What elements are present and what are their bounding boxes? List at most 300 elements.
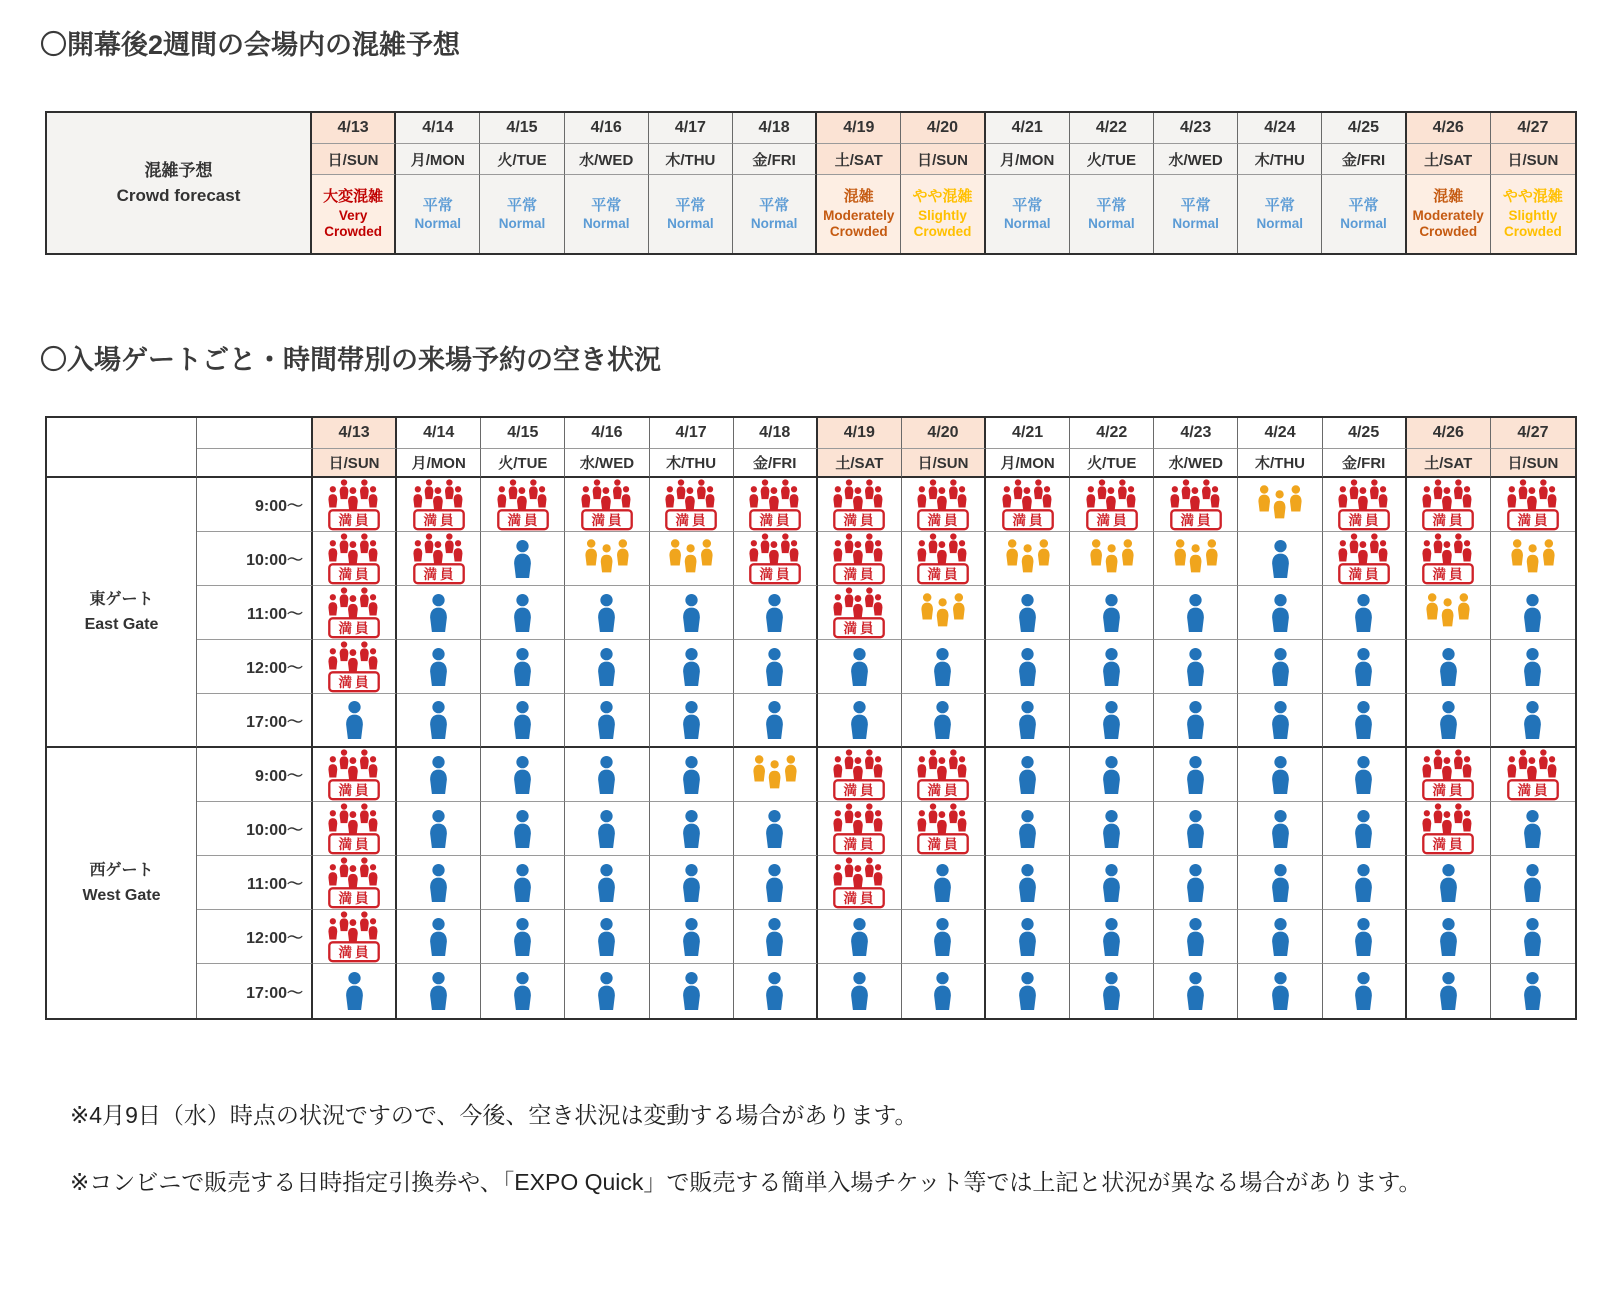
full-crowd-icon [323, 587, 385, 639]
available-person-icon [1182, 701, 1209, 739]
availability-cell [313, 964, 397, 1018]
forecast-cell [1407, 175, 1491, 253]
full-crowd-icon [323, 479, 385, 531]
forecast-cell [901, 175, 985, 253]
availability-cell [902, 640, 986, 694]
availability-cell [650, 586, 734, 640]
availability-cell [565, 532, 649, 586]
availability-cell [1238, 910, 1322, 964]
available-person-icon [1435, 648, 1462, 686]
forecast-cell [1491, 175, 1575, 253]
availability-cell [1154, 532, 1238, 586]
availability-cell [565, 802, 649, 856]
available-person-icon [678, 864, 705, 902]
date-header-cell: 4/27 [1491, 113, 1575, 144]
full-badge-text: 満員 [843, 782, 877, 798]
full-badge-text: 満員 [507, 512, 541, 528]
availability-cell [734, 640, 818, 694]
availability-cell [1238, 856, 1322, 910]
full-badge-text: 満員 [1012, 512, 1046, 528]
availability-cell [565, 478, 649, 532]
day-header-cell: 土/SAT [1407, 144, 1491, 175]
gate-name-en: West Gate [82, 887, 161, 905]
available-person-icon [1098, 972, 1125, 1010]
available-person-icon [1014, 756, 1041, 794]
forecast-level-en: Normal [667, 215, 714, 231]
availability-cell [1154, 856, 1238, 910]
available-person-icon [425, 918, 452, 956]
availability-cell [650, 964, 734, 1018]
forecast-level-ja: 平常 [1264, 196, 1295, 214]
available-person-icon [509, 864, 536, 902]
date-header-cell: 4/23 [1154, 418, 1238, 449]
availability-cell [481, 856, 565, 910]
availability-cell [565, 586, 649, 640]
full-crowd-icon [408, 479, 470, 531]
availability-cell [313, 910, 397, 964]
forecast-cell [312, 175, 396, 253]
full-badge-text: 満員 [338, 674, 372, 690]
availability-cell [734, 964, 818, 1018]
available-person-icon [1519, 648, 1546, 686]
availability-cell [1407, 802, 1491, 856]
available-person-icon [1182, 756, 1209, 794]
availability-cell [1491, 640, 1575, 694]
availability-cell [818, 478, 902, 532]
full-badge-text: 満員 [1180, 512, 1214, 528]
date-header-cell: 4/23 [1154, 113, 1238, 144]
availability-cell [986, 856, 1070, 910]
available-person-icon [509, 756, 536, 794]
forecast-level-ja: 平常 [759, 196, 790, 214]
available-person-icon [593, 864, 620, 902]
footnote-1: ※4月9日（水）時点の状況ですので、今後、空き状況は変動する場合があります。 [70, 1102, 918, 1129]
full-crowd-icon [1333, 479, 1395, 531]
gate-label-west [47, 748, 197, 1018]
availability-cell [1070, 748, 1154, 802]
few-slots-group-icon [1421, 592, 1475, 633]
availability-cell [818, 964, 902, 1018]
full-crowd-icon [323, 749, 385, 801]
time-label: 12:00～ [197, 910, 313, 964]
date-header-cell: 4/16 [565, 113, 649, 144]
date-header-cell: 4/17 [650, 418, 734, 449]
forecast-level-en: Slightly Crowded [1504, 207, 1562, 240]
availability-cell [1491, 856, 1575, 910]
full-badge-text: 満員 [1517, 782, 1551, 798]
availability-cell [1407, 910, 1491, 964]
available-person-icon [678, 701, 705, 739]
availability-cell [1238, 964, 1322, 1018]
available-person-icon [678, 594, 705, 632]
available-person-icon [509, 540, 536, 578]
few-slots-group-icon [664, 538, 718, 579]
date-header-cell: 4/15 [481, 418, 565, 449]
availability-cell [902, 856, 986, 910]
full-crowd-icon [744, 479, 806, 531]
date-header-cell: 4/24 [1238, 113, 1322, 144]
availability-cell [902, 964, 986, 1018]
date-header-cell: 4/14 [396, 113, 480, 144]
availability-cell [481, 640, 565, 694]
forecast-level-en: Very Crowded [324, 207, 382, 240]
full-crowd-icon [828, 587, 890, 639]
full-crowd-icon [323, 857, 385, 909]
available-person-icon [1435, 864, 1462, 902]
forecast-cell [1322, 175, 1406, 253]
availability-cell [481, 586, 565, 640]
available-person-icon [1267, 972, 1294, 1010]
available-person-icon [846, 972, 873, 1010]
availability-cell [1323, 748, 1407, 802]
forecast-level-en: Normal [1003, 215, 1051, 231]
crowd-forecast-row-label [47, 113, 312, 253]
time-label: 10:00～ [197, 802, 313, 856]
availability-cell [1323, 694, 1407, 748]
available-person-icon [846, 648, 873, 686]
available-person-icon [1350, 972, 1377, 1010]
date-header-cell: 4/18 [733, 113, 817, 144]
availability-cell [1238, 532, 1322, 586]
date-header-cell: 4/22 [1070, 418, 1154, 449]
available-person-icon [509, 594, 536, 632]
available-person-icon [425, 756, 452, 794]
forecast-level-ja: やや混雑 [1502, 188, 1563, 206]
available-person-icon [1014, 810, 1041, 848]
availability-cell [650, 478, 734, 532]
availability-cell [902, 802, 986, 856]
available-person-icon [929, 972, 956, 1010]
date-header-cell: 4/18 [734, 418, 818, 449]
availability-cell [481, 802, 565, 856]
available-person-icon [1267, 918, 1294, 956]
full-badge-text: 満員 [843, 566, 877, 582]
time-label: 10:00～ [197, 532, 313, 586]
availability-cell [650, 640, 734, 694]
day-header-cell: 火/TUE [480, 144, 564, 175]
day-header-cell: 木/THU [1238, 449, 1322, 478]
available-person-icon [1519, 918, 1546, 956]
forecast-cell [1154, 175, 1238, 253]
full-badge-text: 満員 [1432, 782, 1466, 798]
availability-cell [818, 910, 902, 964]
available-person-icon [761, 594, 788, 632]
forecast-level-ja: 平常 [675, 196, 706, 214]
available-person-icon [593, 701, 620, 739]
few-slots-group-icon [1001, 538, 1055, 579]
time-label: 11:00～ [197, 856, 313, 910]
day-header-cell: 火/TUE [1070, 144, 1154, 175]
available-person-icon [1350, 918, 1377, 956]
availability-cell [313, 532, 397, 586]
full-crowd-icon [997, 479, 1059, 531]
full-crowd-icon [912, 749, 974, 801]
available-person-icon [1098, 648, 1125, 686]
available-person-icon [593, 756, 620, 794]
availability-cell [986, 910, 1070, 964]
availability-cell [734, 802, 818, 856]
availability-cell [1323, 964, 1407, 1018]
day-header-cell: 日/SUN [1491, 144, 1575, 175]
date-header-cell: 4/19 [817, 113, 901, 144]
available-person-icon [761, 918, 788, 956]
date-header-cell: 4/16 [565, 418, 649, 449]
row-label-ja: 混雑予想 [144, 160, 213, 180]
available-person-icon [1519, 810, 1546, 848]
availability-cell [481, 748, 565, 802]
forecast-cell [1070, 175, 1154, 253]
available-person-icon [846, 918, 873, 956]
availability-cell [734, 910, 818, 964]
available-person-icon [425, 810, 452, 848]
availability-cell [1407, 964, 1491, 1018]
available-person-icon [761, 648, 788, 686]
available-person-icon [929, 701, 956, 739]
availability-cell [397, 964, 481, 1018]
availability-cell [1407, 640, 1491, 694]
forecast-level-en: Normal [582, 215, 630, 231]
full-badge-text: 満員 [843, 512, 877, 528]
forecast-level-ja: やや混雑 [912, 188, 973, 206]
full-badge-text: 満員 [338, 944, 372, 960]
availability-cell [565, 748, 649, 802]
available-person-icon [1435, 972, 1462, 1010]
availability-cell [650, 802, 734, 856]
available-person-icon [1350, 810, 1377, 848]
full-badge-text: 満員 [1432, 566, 1466, 582]
full-badge-text: 満員 [338, 512, 372, 528]
availability-cell [1491, 910, 1575, 964]
available-person-icon [761, 810, 788, 848]
available-person-icon [929, 918, 956, 956]
availability-cell [565, 856, 649, 910]
section2-title: 〇入場ゲートごと・時間帯別の来場予約の空き状況 [40, 345, 661, 376]
full-crowd-icon [1417, 479, 1479, 531]
available-person-icon [1435, 918, 1462, 956]
availability-cell [397, 748, 481, 802]
available-person-icon [509, 972, 536, 1010]
availability-cell [397, 586, 481, 640]
available-person-icon [1098, 864, 1125, 902]
time-label: 11:00～ [197, 586, 313, 640]
availability-cell [986, 532, 1070, 586]
full-crowd-icon [576, 479, 638, 531]
few-slots-group-icon [580, 538, 634, 579]
day-header-cell: 月/MON [397, 449, 481, 478]
available-person-icon [425, 864, 452, 902]
available-person-icon [1519, 594, 1546, 632]
section1-title: 〇開幕後2週間の会場内の混雑予想 [40, 30, 461, 60]
availability-cell [1491, 532, 1575, 586]
full-crowd-icon [323, 911, 385, 963]
forecast-level-ja: 混雑 [1433, 188, 1464, 206]
few-slots-group-icon [1506, 538, 1560, 579]
availability-cell [734, 694, 818, 748]
availability-cell [650, 748, 734, 802]
few-slots-group-icon [916, 592, 970, 633]
availability-cell [1323, 856, 1407, 910]
available-person-icon [593, 648, 620, 686]
availability-cell [313, 802, 397, 856]
availability-cell [986, 964, 1070, 1018]
full-badge-text: 満員 [843, 890, 877, 906]
available-person-icon [678, 918, 705, 956]
gate-label-east [47, 478, 197, 748]
full-badge-text: 満員 [843, 836, 877, 852]
full-crowd-icon [744, 533, 806, 585]
availability-cell [1154, 964, 1238, 1018]
availability-cell [986, 586, 1070, 640]
day-header-cell: 月/MON [396, 144, 480, 175]
full-crowd-icon [828, 749, 890, 801]
full-badge-text: 満員 [338, 566, 372, 582]
forecast-level-ja: 平常 [422, 196, 453, 214]
available-person-icon [1267, 864, 1294, 902]
full-badge-text: 満員 [338, 890, 372, 906]
available-person-icon [593, 594, 620, 632]
full-badge-text: 満員 [1432, 512, 1466, 528]
availability-cell [1407, 586, 1491, 640]
availability-cell [902, 478, 986, 532]
full-crowd-icon [912, 533, 974, 585]
date-header-cell: 4/13 [312, 113, 396, 144]
available-person-icon [1267, 810, 1294, 848]
available-person-icon [678, 972, 705, 1010]
availability-cell [902, 532, 986, 586]
date-header-cell: 4/20 [901, 113, 985, 144]
day-header-cell: 日/SUN [901, 144, 985, 175]
forecast-cell [480, 175, 564, 253]
availability-cell [313, 478, 397, 532]
full-badge-text: 満員 [338, 836, 372, 852]
day-header-cell: 金/FRI [1323, 449, 1407, 478]
date-header-cell: 4/25 [1322, 113, 1406, 144]
full-crowd-icon [912, 479, 974, 531]
footnotes [30, 1082, 1593, 1215]
availability-cell [397, 478, 481, 532]
available-person-icon [1267, 701, 1294, 739]
availability-cell [734, 856, 818, 910]
full-crowd-icon [1165, 479, 1227, 531]
full-crowd-icon [1502, 749, 1564, 801]
available-person-icon [341, 972, 368, 1010]
available-person-icon [1098, 918, 1125, 956]
availability-cell [1154, 694, 1238, 748]
forecast-level-en: Normal [1088, 215, 1135, 231]
date-header-cell: 4/26 [1407, 113, 1491, 144]
available-person-icon [593, 972, 620, 1010]
forecast-level-ja: 平常 [591, 196, 622, 214]
availability-cell [1407, 748, 1491, 802]
available-person-icon [1267, 540, 1294, 578]
availability-cell [565, 964, 649, 1018]
available-person-icon [761, 864, 788, 902]
full-crowd-icon [408, 533, 470, 585]
forecast-level-ja: 平常 [506, 196, 537, 214]
date-header-cell: 4/13 [313, 418, 397, 449]
availability-cell [902, 910, 986, 964]
gate-name-ja: 東ゲート [89, 590, 154, 608]
availability-cell [1407, 856, 1491, 910]
day-header-cell: 火/TUE [1070, 449, 1154, 478]
availability-cell [313, 748, 397, 802]
day-header-cell: 金/FRI [734, 449, 818, 478]
forecast-level-en: Normal [1256, 215, 1304, 231]
full-crowd-icon [828, 479, 890, 531]
full-crowd-icon [660, 479, 722, 531]
full-crowd-icon [1502, 479, 1564, 531]
availability-cell [902, 748, 986, 802]
available-person-icon [1519, 972, 1546, 1010]
available-person-icon [1098, 756, 1125, 794]
available-person-icon [341, 701, 368, 739]
forecast-level-en: Normal [750, 215, 798, 231]
full-badge-text: 満員 [1517, 512, 1551, 528]
gate-name-en: East Gate [84, 616, 159, 634]
full-crowd-icon [323, 533, 385, 585]
availability-cell [1238, 640, 1322, 694]
forecast-cell [817, 175, 901, 253]
day-header-cell: 木/THU [649, 144, 733, 175]
time-label: 17:00～ [197, 964, 313, 1018]
forecast-cell [396, 175, 480, 253]
few-slots-group-icon [1085, 538, 1139, 579]
time-label: 12:00～ [197, 640, 313, 694]
forecast-cell [649, 175, 733, 253]
full-crowd-icon [828, 533, 890, 585]
availability-cell [1238, 748, 1322, 802]
available-person-icon [1014, 701, 1041, 739]
full-crowd-icon [1417, 533, 1479, 585]
full-badge-text: 満員 [338, 620, 372, 636]
available-person-icon [1182, 810, 1209, 848]
date-header-cell: 4/15 [480, 113, 564, 144]
full-badge-text: 満員 [591, 512, 625, 528]
availability-cell [313, 856, 397, 910]
forecast-level-en: Moderately Crowded [1412, 207, 1484, 240]
availability-cell [313, 640, 397, 694]
available-person-icon [1267, 756, 1294, 794]
availability-cell [734, 748, 818, 802]
available-person-icon [1182, 972, 1209, 1010]
availability-cell [734, 532, 818, 586]
availability-cell [818, 694, 902, 748]
available-person-icon [1098, 701, 1125, 739]
available-person-icon [1182, 864, 1209, 902]
day-header-cell: 日/SUN [902, 449, 986, 478]
full-badge-text: 満員 [1432, 836, 1466, 852]
day-header-cell: 日/SUN [313, 449, 397, 478]
forecast-level-en: Normal [1340, 215, 1387, 231]
forecast-cell [733, 175, 817, 253]
forecast-level-en: Normal [414, 215, 462, 231]
forecast-cell [565, 175, 649, 253]
availability-cell [1491, 802, 1575, 856]
available-person-icon [1098, 810, 1125, 848]
footnote-2: ※コンビニで販売する日時指定引換券や、「EXPO Quick」で販売する簡単入場チケット等では上記と状況が異なる場合があります。 [70, 1168, 1422, 1195]
header-corner-time-top [197, 418, 313, 449]
availability-cell [1491, 964, 1575, 1018]
available-person-icon [509, 701, 536, 739]
availability-cell [818, 748, 902, 802]
available-person-icon [509, 648, 536, 686]
availability-cell [734, 586, 818, 640]
availability-cell [818, 802, 902, 856]
availability-cell [1491, 586, 1575, 640]
availability-cell [818, 532, 902, 586]
availability-cell [1154, 910, 1238, 964]
availability-cell [1154, 640, 1238, 694]
